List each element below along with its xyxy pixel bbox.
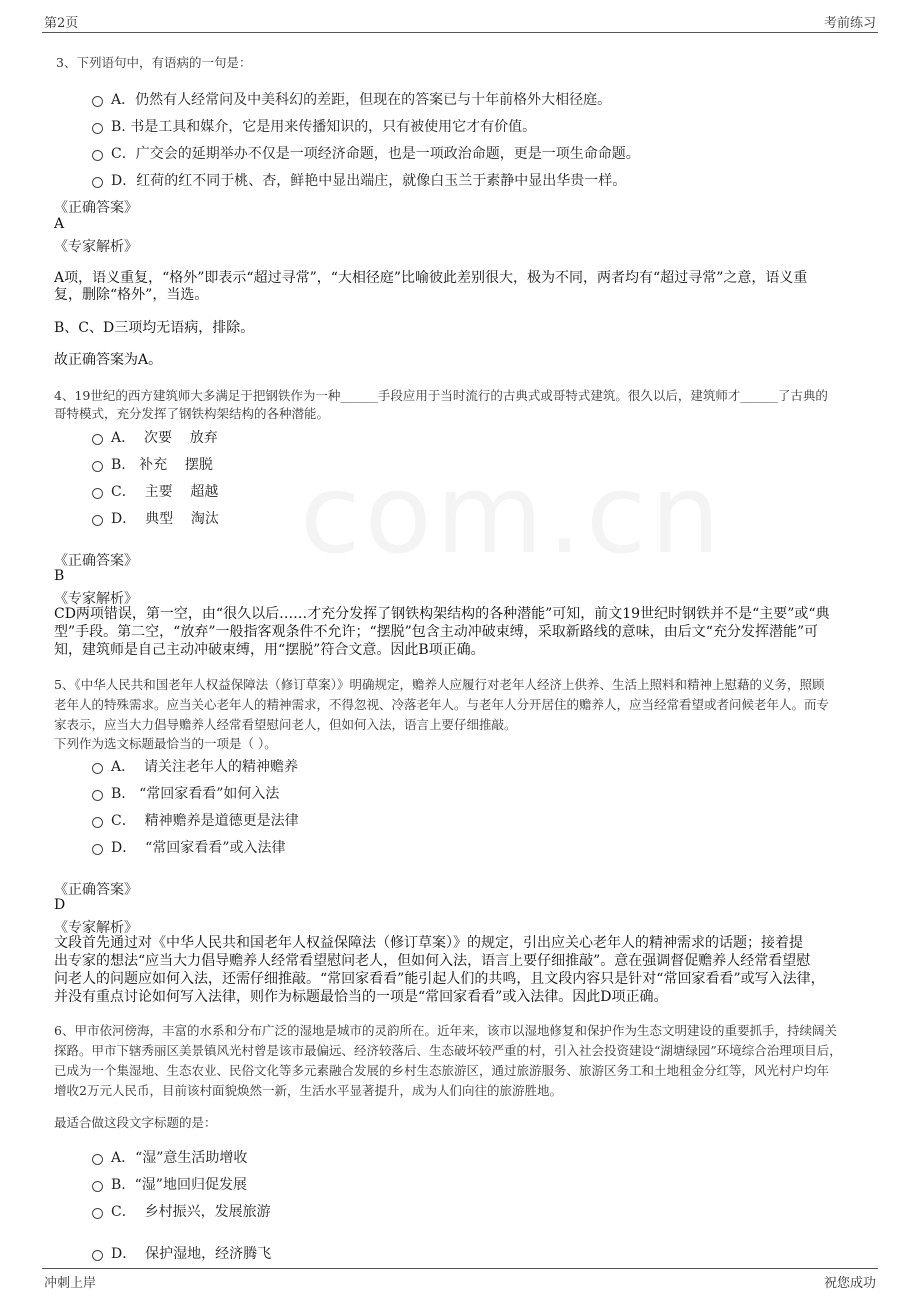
q6-option-b[interactable] [92, 1174, 247, 1194]
q4-analysis-line1: CD两项错误，第一空，由“很久以后……才充分发挥了钢铁构架结构的各种潜能”可知，前文19世纪时钢铁并不是“主要”或“典 [54, 606, 830, 622]
q5-option-c-text: C． 精神赡养是道德更是法律 [111, 813, 299, 829]
q4-option-a-text: A． 次要 放弃 [111, 430, 218, 446]
q3-option-b-text: B. 书是工具和媒介，它是用来传播知识的，只有被使用它才有价值。 [111, 119, 537, 135]
q3-answer-label: 《正确答案》 [54, 200, 138, 216]
footer-right: 祝您成功 [823, 1276, 876, 1291]
q6-option-d-text: D． 保护湿地，经济腾飞 [111, 1246, 272, 1262]
q6-option-c-text: C． 乡村振兴，发展旅游 [111, 1204, 271, 1220]
watermark [300, 450, 724, 578]
q3-answer: A [54, 216, 65, 232]
q5-option-b-text: B. “常回家看看”如何入法 [111, 786, 280, 802]
q5-analysis-line3: 问老人的问题应如何入法，还需仔细推敲。“常回家看看”能引起人们的共鸣，且文段内容只是针对“常回家看看”或写入法律， [54, 971, 825, 987]
q4-option-a[interactable] [92, 427, 218, 447]
q4-answer: B [54, 568, 65, 584]
q4-analysis-label: 《专家解析》 [54, 591, 138, 607]
q3-analysis-line4: 故正确答案为A。 [54, 352, 163, 368]
page-number: 第2页 [44, 16, 79, 31]
q3-stem: 3、下列语句中，有语病的一句是： [56, 55, 252, 70]
q6-prompt: 最适合做这段文字标题的是： [54, 1115, 217, 1130]
q5-analysis-line2: 出专家的想法“应当大力倡导赡养人经常看望慰问老人，但如何入法，语言上要仔细推敲”。意在强调督促赡养人经常看望慰 [54, 953, 811, 969]
q6-option-b-text: B. “湿”地回归促发展 [111, 1177, 247, 1193]
header-title: 考前练习 [823, 16, 876, 31]
q3-analysis-line1: A项，语义重复，“格外”即表示“超过寻常”，“大相径庭”比喻彼此差别很大，极为不同，两者均有“超过寻常”之意，语义重 [54, 270, 808, 286]
q6-option-a[interactable] [92, 1147, 247, 1167]
footer-rule [42, 1268, 878, 1269]
q4-option-d[interactable] [92, 508, 219, 528]
radio-icon[interactable] [92, 434, 103, 445]
q4-option-b-text: B. 补充 摆脱 [111, 457, 213, 473]
q6-stem-line4: 增收2万元人民币，目前该村面貌焕然一新，生活水平显著提升，成为人们向往的旅游胜地。 [54, 1083, 562, 1098]
q4-analysis-line3: 知，建筑师是自己主动冲破束缚，用“摆脱”符合文意。因此B项正确。 [54, 642, 485, 658]
q5-option-d[interactable] [92, 837, 285, 857]
radio-icon[interactable] [92, 515, 103, 526]
q5-stem-line3: 家表示，应当大力倡导赡养人经常看望慰问老人，但如何入法，语言上要仔细推敲。 [54, 717, 517, 732]
radio-icon[interactable] [92, 96, 103, 107]
q4-option-d-text: D． 典型 淘汰 [111, 511, 219, 527]
radio-icon[interactable] [92, 488, 103, 499]
q3-analysis-label: 《专家解析》 [54, 239, 138, 255]
q3-analysis-line2: 复，删除“格外”，当选。 [54, 287, 209, 303]
radio-icon[interactable] [92, 461, 103, 472]
radio-icon[interactable] [92, 1250, 103, 1261]
q5-option-b[interactable] [92, 783, 279, 803]
q5-stem-line2: 老年人的特殊需求。应当关心老年人的精神需求，不得忽视、冷落老年人。与老年人分开居住的赡养人，应当经常看望或者问候老年人。而专 [54, 697, 830, 712]
q4-stem-line1: 4、19世纪的西方建筑师大多满足于把钢铁作为一种______手段应用于当时流行的古典式或哥特式建筑。很久以后，建筑师才______了古典的 [54, 388, 828, 403]
q6-option-c[interactable] [92, 1201, 271, 1221]
q6-stem-line2: 探路。甲市下辖秀丽区美景镇风光村曾是该市最偏远、经济较落后、生态破坏较严重的村，引入社会投资建设“湖塘绿园”环境综合治理项目后， [54, 1043, 842, 1058]
q5-analysis-label: 《专家解析》 [54, 920, 138, 936]
q5-answer: D [54, 897, 66, 913]
q6-option-a-text: A．“湿”意生活助增收 [111, 1150, 248, 1166]
q6-option-d[interactable] [92, 1243, 271, 1263]
q4-answer-label: 《正确答案》 [54, 553, 138, 569]
radio-icon[interactable] [92, 790, 103, 801]
q5-option-d-text: D． “常回家看看”或入法律 [111, 840, 286, 856]
radio-icon[interactable] [92, 817, 103, 828]
q4-option-b[interactable] [92, 454, 213, 474]
radio-icon[interactable] [92, 1154, 103, 1165]
q4-analysis-line2: 型”手段。第二空，“放弃”一般指客观条件不允许；“摆脱”包含主动冲破束缚，采取新路线的意味，由后文“充分发挥潜能”可 [54, 624, 819, 640]
radio-icon[interactable] [92, 177, 103, 188]
radio-icon[interactable] [92, 123, 103, 134]
radio-icon[interactable] [92, 150, 103, 161]
q3-option-d[interactable] [92, 170, 626, 190]
radio-icon[interactable] [92, 1208, 103, 1219]
q3-option-c[interactable] [92, 143, 640, 163]
q5-option-c[interactable] [92, 810, 299, 830]
q5-option-a[interactable] [92, 756, 298, 776]
q5-analysis-line1: 文段首先通过对《中华人民共和国老年人权益保障法（修订草案）》的规定，引出应关心老年人的精神需求的话题；接着提 [54, 935, 803, 951]
q3-option-b[interactable] [92, 116, 536, 136]
q4-option-c-text: C． 主要 超越 [111, 484, 219, 500]
footer-left: 冲刺上岸 [44, 1276, 97, 1291]
q6-stem-line1: 6、甲市依河傍海，丰富的水系和分布广泛的湿地是城市的灵韵所在。近年来，该市以湿地修复和保护作为生态文明建设的重要抓手，持续阔关 [54, 1023, 837, 1038]
q4-option-c[interactable] [92, 481, 218, 501]
q5-analysis-line4: 并没有重点讨论如何写入法律，则作为标题最恰当的一项是“常回家看看”或入法律。因此D项正确。 [54, 989, 668, 1005]
q4-stem-line2: 哥特模式，充分发挥了钢铁构架结构的各种潜能。 [54, 406, 330, 421]
q5-option-a-text: A． 请关注老年人的精神赡养 [111, 759, 299, 775]
q3-analysis-line3: B、C、D三项均无语病，排除。 [54, 320, 255, 336]
q3-option-a-text: A．仍然有人经常问及中美科幻的差距，但现在的答案已与十年前格外大相径庭。 [111, 92, 612, 108]
q6-stem-line3: 已成为一个集湿地、生态农业、民俗文化等多元素融合发展的乡村生态旅游区，通过旅游服务、旅游区务工和土地租金分红等，风光村户均年 [54, 1063, 830, 1078]
radio-icon[interactable] [92, 844, 103, 855]
radio-icon[interactable] [92, 1181, 103, 1192]
q5-answer-label: 《正确答案》 [54, 882, 138, 898]
q3-option-d-text: D．红荷的红不同于桃、杏，鲜艳中显出端庄，就像白玉兰于素静中显出华贵一样。 [111, 173, 627, 189]
q3-option-c-text: C．广交会的延期举办不仅是一项经济命题，也是一项政治命题，更是一项生命命题。 [111, 146, 640, 162]
radio-icon[interactable] [92, 763, 103, 774]
header-rule [42, 32, 878, 33]
q5-stem-line4: 下列作为选文标题最恰当的一项是（ ）。 [54, 736, 277, 751]
q3-option-a[interactable] [92, 89, 611, 109]
q5-stem-line1: 5、《中华人民共和国老年人权益保障法（修订草案）》明确规定，赡养人应履行对老年人经济上供养、生活上照料和精神上慰藉的义务，照顾 [54, 677, 825, 692]
